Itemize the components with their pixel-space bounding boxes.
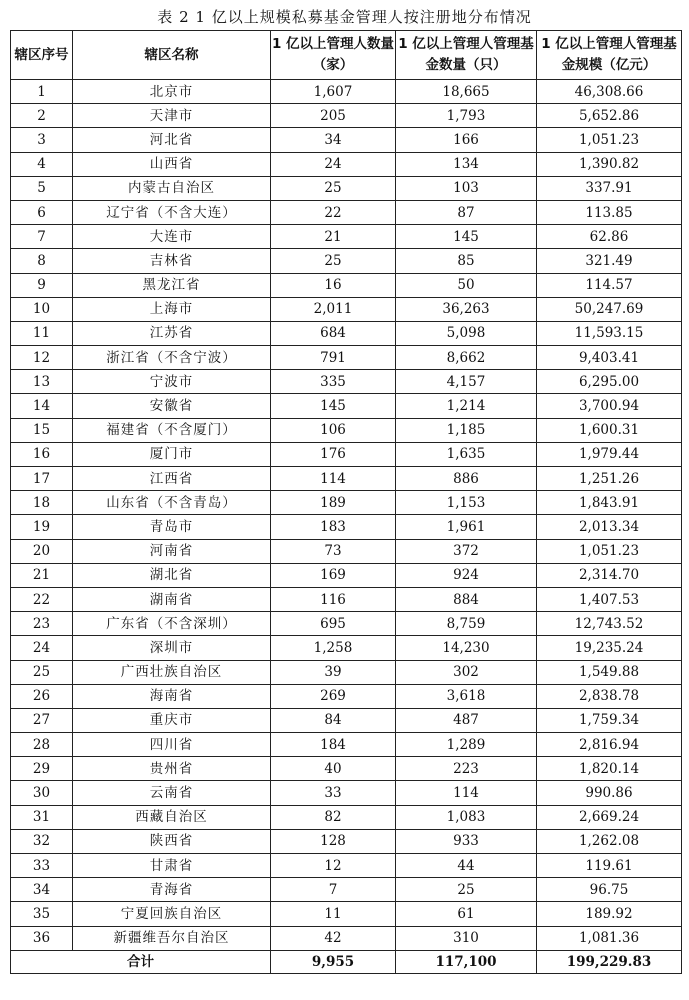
fund-scale-cell: 2,314.70 [537, 563, 682, 587]
fund-scale-cell: 189.92 [537, 902, 682, 926]
table-row [11, 684, 682, 708]
region-name-cell: 内蒙古自治区 [73, 176, 271, 200]
table-row [11, 636, 682, 660]
manager-count-cell: 7 [271, 878, 396, 902]
manager-count-cell: 145 [271, 394, 396, 418]
fund-count-cell: 44 [396, 854, 537, 878]
region-no-cell: 29 [11, 757, 73, 781]
fund-count-cell: 103 [396, 176, 537, 200]
region-no-cell: 28 [11, 733, 73, 757]
fund-count-cell: 933 [396, 829, 537, 853]
fund-count-cell: 134 [396, 152, 537, 176]
region-name-cell: 河南省 [73, 539, 271, 563]
fund-count-cell: 1,153 [396, 491, 537, 515]
region-no-cell: 10 [11, 297, 73, 321]
table-header-row [11, 31, 682, 80]
region-no-cell: 19 [11, 515, 73, 539]
manager-count-cell: 21 [271, 225, 396, 249]
fund-scale-cell: 114.57 [537, 273, 682, 297]
table-row [11, 757, 682, 781]
fund-count-cell: 4,157 [396, 370, 537, 394]
manager-count-cell: 335 [271, 370, 396, 394]
fund-scale-cell: 2,816.94 [537, 733, 682, 757]
table-body [11, 80, 682, 951]
manager-count-cell: 25 [271, 176, 396, 200]
manager-count-cell: 39 [271, 660, 396, 684]
region-name-cell: 江苏省 [73, 321, 271, 345]
region-no-cell: 3 [11, 128, 73, 152]
region-name-cell: 天津市 [73, 104, 271, 128]
fund-count-cell: 302 [396, 660, 537, 684]
region-name-cell: 厦门市 [73, 442, 271, 466]
fund-scale-cell: 1,051.23 [537, 539, 682, 563]
region-no-cell: 24 [11, 636, 73, 660]
fund-scale-cell: 62.86 [537, 225, 682, 249]
region-no-cell: 15 [11, 418, 73, 442]
table-row [11, 781, 682, 805]
fund-count-cell: 310 [396, 926, 537, 950]
fund-count-cell: 85 [396, 249, 537, 273]
fund-count-cell: 1,793 [396, 104, 537, 128]
table-row [11, 587, 682, 611]
table-row [11, 370, 682, 394]
fund-scale-cell: 1,820.14 [537, 757, 682, 781]
fund-count-cell: 5,098 [396, 321, 537, 345]
region-no-cell: 21 [11, 563, 73, 587]
manager-count-cell: 33 [271, 781, 396, 805]
fund-scale-cell: 2,013.34 [537, 515, 682, 539]
region-no-cell: 1 [11, 80, 73, 104]
fund-count-cell: 924 [396, 563, 537, 587]
table-row [11, 612, 682, 636]
manager-count-cell: 16 [271, 273, 396, 297]
fund-scale-cell: 46,308.66 [537, 80, 682, 104]
manager-count-cell: 189 [271, 491, 396, 515]
region-no-cell: 11 [11, 321, 73, 345]
region-name-cell: 湖南省 [73, 587, 271, 611]
distribution-table [10, 30, 682, 974]
manager-count-cell: 176 [271, 442, 396, 466]
region-name-cell: 宁夏回族自治区 [73, 902, 271, 926]
manager-count-cell: 106 [271, 418, 396, 442]
region-name-cell: 浙江省（不含宁波） [73, 346, 271, 370]
region-name-cell: 广东省（不含深圳） [73, 612, 271, 636]
fund-scale-cell: 96.75 [537, 878, 682, 902]
table-row [11, 805, 682, 829]
region-name-cell: 上海市 [73, 297, 271, 321]
total-funds: 117,100 [396, 950, 537, 973]
region-no-cell: 13 [11, 370, 73, 394]
fund-scale-cell: 1,407.53 [537, 587, 682, 611]
fund-scale-cell: 11,593.15 [537, 321, 682, 345]
table-row [11, 418, 682, 442]
region-no-cell: 4 [11, 152, 73, 176]
manager-count-cell: 82 [271, 805, 396, 829]
fund-count-cell: 886 [396, 467, 537, 491]
table-row [11, 80, 682, 104]
manager-count-cell: 12 [271, 854, 396, 878]
fund-scale-cell: 9,403.41 [537, 346, 682, 370]
region-name-cell: 广西壮族自治区 [73, 660, 271, 684]
manager-count-cell: 269 [271, 684, 396, 708]
region-no-cell: 36 [11, 926, 73, 950]
table-row [11, 346, 682, 370]
fund-count-cell: 223 [396, 757, 537, 781]
region-no-cell: 31 [11, 805, 73, 829]
region-name-cell: 湖北省 [73, 563, 271, 587]
fund-scale-cell: 2,838.78 [537, 684, 682, 708]
fund-scale-cell: 321.49 [537, 249, 682, 273]
fund-count-cell: 487 [396, 708, 537, 732]
manager-count-cell: 695 [271, 612, 396, 636]
fund-scale-cell: 1,251.26 [537, 467, 682, 491]
fund-count-cell: 14,230 [396, 636, 537, 660]
region-name-cell: 黑龙江省 [73, 273, 271, 297]
fund-scale-cell: 113.85 [537, 200, 682, 224]
manager-count-cell: 24 [271, 152, 396, 176]
table-caption: 表 2 1 亿以上规模私募基金管理人按注册地分布情况 [157, 8, 532, 26]
region-no-cell: 6 [11, 200, 73, 224]
fund-scale-cell: 1,843.91 [537, 491, 682, 515]
fund-count-cell: 1,185 [396, 418, 537, 442]
table-row [11, 515, 682, 539]
fund-scale-cell: 6,295.00 [537, 370, 682, 394]
table-row [11, 176, 682, 200]
manager-count-cell: 205 [271, 104, 396, 128]
manager-count-cell: 1,258 [271, 636, 396, 660]
region-no-cell: 20 [11, 539, 73, 563]
fund-count-cell: 145 [396, 225, 537, 249]
region-no-cell: 34 [11, 878, 73, 902]
table-row [11, 152, 682, 176]
manager-count-cell: 128 [271, 829, 396, 853]
table-row [11, 733, 682, 757]
table-row [11, 902, 682, 926]
fund-count-cell: 166 [396, 128, 537, 152]
total-row [11, 950, 682, 973]
table-row [11, 878, 682, 902]
table-row [11, 491, 682, 515]
fund-count-cell: 114 [396, 781, 537, 805]
region-name-cell: 山东省（不含青岛） [73, 491, 271, 515]
fund-scale-cell: 1,051.23 [537, 128, 682, 152]
fund-count-cell: 372 [396, 539, 537, 563]
region-name-cell: 福建省（不含厦门） [73, 418, 271, 442]
manager-count-cell: 116 [271, 587, 396, 611]
fund-count-cell: 3,618 [396, 684, 537, 708]
region-name-cell: 云南省 [73, 781, 271, 805]
table-row [11, 225, 682, 249]
manager-count-cell: 42 [271, 926, 396, 950]
region-name-cell: 大连市 [73, 225, 271, 249]
region-no-cell: 7 [11, 225, 73, 249]
table-row [11, 467, 682, 491]
table-row [11, 128, 682, 152]
table-row [11, 708, 682, 732]
table-row [11, 854, 682, 878]
manager-count-cell: 183 [271, 515, 396, 539]
manager-count-cell: 11 [271, 902, 396, 926]
region-no-cell: 5 [11, 176, 73, 200]
region-name-cell: 贵州省 [73, 757, 271, 781]
fund-scale-cell: 1,081.36 [537, 926, 682, 950]
region-name-cell: 陕西省 [73, 829, 271, 853]
manager-count-cell: 25 [271, 249, 396, 273]
header-fund-count: 1 亿以上管理人管理基金数量（只） [396, 31, 537, 80]
table-row [11, 660, 682, 684]
region-name-cell: 重庆市 [73, 708, 271, 732]
fund-scale-cell: 2,669.24 [537, 805, 682, 829]
header-manager-count: 1 亿以上管理人数量（家） [271, 31, 396, 80]
fund-count-cell: 884 [396, 587, 537, 611]
total-scale: 199,229.83 [537, 950, 682, 973]
fund-scale-cell: 1,759.34 [537, 708, 682, 732]
total-label: 合计 [11, 950, 271, 973]
fund-scale-cell: 337.91 [537, 176, 682, 200]
fund-count-cell: 87 [396, 200, 537, 224]
table-row [11, 563, 682, 587]
region-no-cell: 9 [11, 273, 73, 297]
region-no-cell: 25 [11, 660, 73, 684]
manager-count-cell: 84 [271, 708, 396, 732]
region-no-cell: 26 [11, 684, 73, 708]
region-name-cell: 深圳市 [73, 636, 271, 660]
manager-count-cell: 1,607 [271, 80, 396, 104]
region-no-cell: 8 [11, 249, 73, 273]
manager-count-cell: 184 [271, 733, 396, 757]
region-no-cell: 32 [11, 829, 73, 853]
region-name-cell: 青岛市 [73, 515, 271, 539]
manager-count-cell: 169 [271, 563, 396, 587]
manager-count-cell: 791 [271, 346, 396, 370]
manager-count-cell: 22 [271, 200, 396, 224]
region-name-cell: 甘肃省 [73, 854, 271, 878]
total-managers: 9,955 [271, 950, 396, 973]
fund-scale-cell: 5,652.86 [537, 104, 682, 128]
region-no-cell: 16 [11, 442, 73, 466]
region-name-cell: 山西省 [73, 152, 271, 176]
region-no-cell: 2 [11, 104, 73, 128]
region-name-cell: 西藏自治区 [73, 805, 271, 829]
fund-count-cell: 50 [396, 273, 537, 297]
table-row [11, 321, 682, 345]
fund-scale-cell: 1,549.88 [537, 660, 682, 684]
table-row [11, 442, 682, 466]
region-name-cell: 河北省 [73, 128, 271, 152]
fund-count-cell: 25 [396, 878, 537, 902]
fund-count-cell: 1,289 [396, 733, 537, 757]
fund-scale-cell: 3,700.94 [537, 394, 682, 418]
region-no-cell: 17 [11, 467, 73, 491]
fund-count-cell: 36,263 [396, 297, 537, 321]
table-row [11, 297, 682, 321]
fund-count-cell: 1,083 [396, 805, 537, 829]
fund-count-cell: 8,759 [396, 612, 537, 636]
region-name-cell: 新疆维吾尔自治区 [73, 926, 271, 950]
manager-count-cell: 114 [271, 467, 396, 491]
region-no-cell: 33 [11, 854, 73, 878]
region-name-cell: 江西省 [73, 467, 271, 491]
region-name-cell: 辽宁省（不含大连） [73, 200, 271, 224]
fund-scale-cell: 12,743.52 [537, 612, 682, 636]
table-row [11, 926, 682, 950]
fund-scale-cell: 1,390.82 [537, 152, 682, 176]
region-no-cell: 30 [11, 781, 73, 805]
header-region-name: 辖区名称 [73, 31, 271, 80]
region-name-cell: 安徽省 [73, 394, 271, 418]
region-name-cell: 宁波市 [73, 370, 271, 394]
manager-count-cell: 34 [271, 128, 396, 152]
manager-count-cell: 73 [271, 539, 396, 563]
fund-count-cell: 18,665 [396, 80, 537, 104]
table-row [11, 273, 682, 297]
region-no-cell: 18 [11, 491, 73, 515]
region-name-cell: 海南省 [73, 684, 271, 708]
fund-scale-cell: 50,247.69 [537, 297, 682, 321]
fund-count-cell: 1,635 [396, 442, 537, 466]
fund-count-cell: 1,961 [396, 515, 537, 539]
fund-count-cell: 8,662 [396, 346, 537, 370]
region-no-cell: 14 [11, 394, 73, 418]
region-no-cell: 35 [11, 902, 73, 926]
manager-count-cell: 684 [271, 321, 396, 345]
fund-scale-cell: 19,235.24 [537, 636, 682, 660]
fund-scale-cell: 1,262.08 [537, 829, 682, 853]
table-row [11, 104, 682, 128]
fund-scale-cell: 1,600.31 [537, 418, 682, 442]
fund-count-cell: 61 [396, 902, 537, 926]
region-no-cell: 22 [11, 587, 73, 611]
header-fund-scale: 1 亿以上管理人管理基金规模（亿元） [537, 31, 682, 80]
manager-count-cell: 40 [271, 757, 396, 781]
table-row [11, 539, 682, 563]
fund-scale-cell: 119.61 [537, 854, 682, 878]
table-row [11, 394, 682, 418]
region-name-cell: 吉林省 [73, 249, 271, 273]
region-no-cell: 27 [11, 708, 73, 732]
fund-scale-cell: 1,979.44 [537, 442, 682, 466]
fund-scale-cell: 990.86 [537, 781, 682, 805]
region-name-cell: 北京市 [73, 80, 271, 104]
table-row [11, 249, 682, 273]
region-name-cell: 青海省 [73, 878, 271, 902]
region-name-cell: 四川省 [73, 733, 271, 757]
table-row [11, 829, 682, 853]
region-no-cell: 23 [11, 612, 73, 636]
table-row [11, 200, 682, 224]
manager-count-cell: 2,011 [271, 297, 396, 321]
fund-count-cell: 1,214 [396, 394, 537, 418]
region-no-cell: 12 [11, 346, 73, 370]
header-region-no: 辖区序号 [11, 31, 73, 80]
